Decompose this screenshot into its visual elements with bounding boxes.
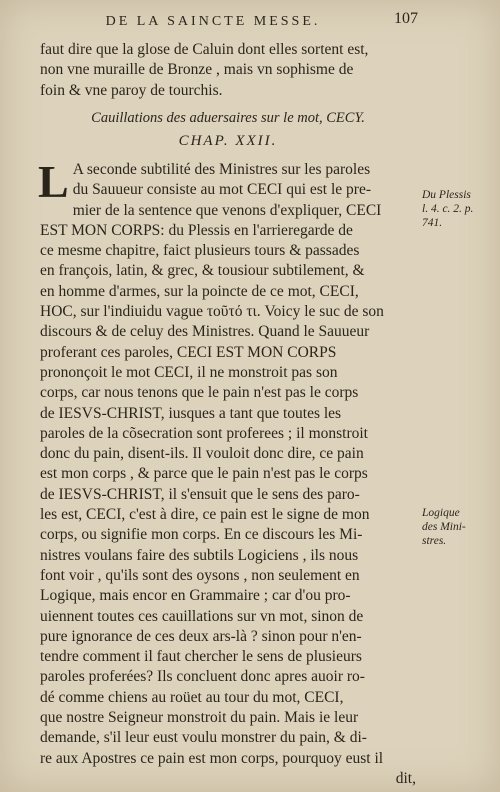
text-line: paroles proferées? Ils concluent donc apres auoir ro-	[40, 668, 365, 686]
drop-cap: L	[38, 156, 69, 207]
text-line: de IESVS-CHRIST, iusques a tant que toutes les	[40, 404, 342, 422]
margin-note-line: des Mini-	[422, 521, 466, 533]
text-line: ce mesme chapitre, faict plusieurs tours & passades	[40, 242, 360, 260]
page-number: 107	[394, 10, 418, 27]
text-line: re aux Apostres ce pain est mon corps, pourquoy eust il	[40, 749, 384, 767]
text-line: A seconde subtilité des Ministres sur les paroles	[72, 161, 371, 178]
text-line: en homme d'armes, sur la poincte de ce mot, CECI,	[40, 282, 359, 300]
margin-note-line: l. 4. c. 2. p.	[422, 203, 474, 215]
margin-note-line: 741.	[422, 217, 443, 229]
chapter-heading: CHAP. XXII.	[178, 133, 278, 149]
text-line: demande, s'il leur eust voulu monstrer du pain, & di-	[40, 729, 367, 747]
margin-note-logique	[422, 506, 488, 548]
text-line: corps, ou signifie mon corps. En ce discours les Mi-	[40, 526, 363, 544]
running-header: DE LA SAINCTE MESSE.	[105, 14, 321, 29]
chapter-body	[38, 156, 416, 789]
text-line: discours & de celuy des Ministres. Quand le Sauueur	[40, 323, 370, 341]
section-heading: Cauillations des aduersaires sur le mot, CECY.	[91, 110, 365, 126]
text-line: de IESVS-CHRIST, il s'ensuit que le sens des paro-	[40, 485, 360, 503]
text-line: est mon corps , & parce que le pain n'est pas le corps	[40, 465, 368, 483]
text-line: dé comme chiens au roüet au tour du mot, CECI,	[40, 688, 344, 706]
margin-note-plessis	[422, 188, 488, 230]
text-line: non vne muraille de Bronze , mais vn sophisme de	[40, 61, 354, 79]
text-line: en françois, latin, & grec, & tousiour subtilement, &	[40, 262, 365, 280]
text-line: foin & vne paroy de tourchis.	[40, 81, 223, 99]
text-line: Logique, mais encor en Grammaire ; car d'ou pro-	[40, 587, 351, 605]
text-line: proferant ces paroles, CECI EST MON CORPS	[40, 343, 337, 361]
text-line: pure ignorance de ces deux ars-là ? sinon pour n'en-	[40, 627, 362, 645]
text-line: prononçoit le mot CECI, il ne monstroit pas son	[40, 363, 338, 381]
text-line: nistres voulans faire des subtils Logiciens , ils nous	[40, 546, 359, 564]
text-line: faut dire que la glose de Caluin dont elles sortent est,	[40, 41, 369, 58]
text-line: tendre comment il faut chercher le sens de plusieurs	[40, 648, 362, 666]
text-line: dit,	[395, 769, 416, 787]
text-line: que nostre Seigneur monstroit du pain. Mais ie leur	[40, 709, 359, 727]
margin-note-line: Du Plessis	[422, 189, 471, 201]
text-line: paroles de la cõsecration sont proferees ; il monstroit	[40, 424, 368, 442]
text-line: mier de la sentence que venons d'expliquer, CECI	[72, 201, 382, 219]
text-line: HOC, sur l'indiuidu vague τοῦτό τι. Voicy le suc de son	[40, 303, 384, 321]
text-line: du Sauueur consiste au mot CECI qui est le pre-	[72, 181, 372, 199]
text-line: les est, CECI, c'est à dire, ce pain est le signe de mon	[40, 506, 370, 524]
text-line: corps, car nous tenons que le pain n'est pas le corps	[40, 384, 359, 402]
margin-note-line: Logique	[422, 507, 460, 519]
text-line: font voir , qu'ils sont des oysons , non seulement en	[40, 566, 360, 584]
margin-note-line: stres.	[422, 535, 447, 547]
text-line: donc du pain, disent-ils. Il vouloit donc dire, ce pain	[40, 445, 364, 463]
text-line: EST MON CORPS: du Plessis en l'arrieregarde de	[40, 221, 353, 239]
text-line: uiennent toutes ces cauillations sur vn mot, sinon de	[40, 607, 364, 625]
continuation-paragraph	[40, 40, 416, 101]
